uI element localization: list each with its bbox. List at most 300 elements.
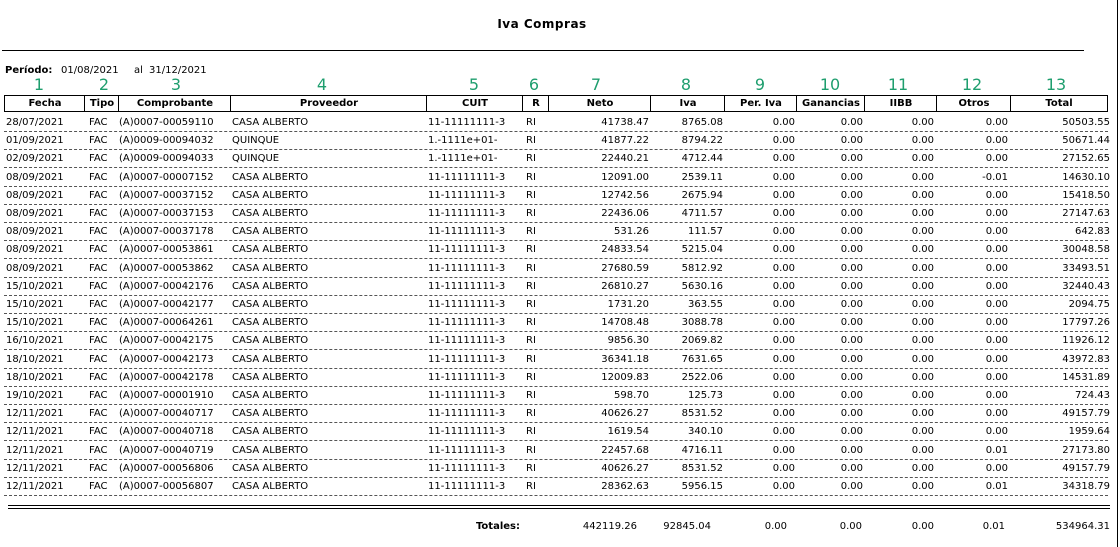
cell-iva: 363.55 — [688, 299, 723, 310]
cell-proveedor: CASA ALBERTO — [232, 299, 309, 310]
cell-comprobante: (A)0007-00040717 — [119, 408, 214, 419]
column-number-comprobante: 3 — [170, 75, 182, 94]
cell-otros: 0.00 — [985, 153, 1008, 164]
cell-otros: 0.00 — [985, 426, 1008, 437]
cell-proveedor: CASA ALBERTO — [232, 244, 309, 255]
cell-cuit: 1.-1111e+01- — [428, 135, 498, 146]
cell-comprobante: (A)0007-00053861 — [119, 244, 214, 255]
cell-total: 49157.79 — [1062, 463, 1110, 474]
cell-total: 27173.80 — [1062, 445, 1110, 456]
cell-proveedor: CASA ALBERTO — [232, 408, 309, 419]
header-cuit: CUIT — [426, 95, 523, 112]
header-comprobante: Comprobante — [118, 95, 231, 112]
cell-iva: 4712.44 — [681, 153, 723, 164]
cell-otros: 0.00 — [985, 299, 1008, 310]
cell-cuit: 1.-1111e+01- — [428, 153, 498, 164]
cell-proveedor: QUINQUE — [232, 135, 280, 146]
column-number-tipo: 2 — [98, 75, 110, 94]
cell-ganancias: 0.00 — [840, 263, 863, 274]
cell-proveedor: CASA ALBERTO — [232, 226, 309, 237]
cell-cuit: 11-11111111-3 — [428, 317, 506, 328]
column-number-proveedor: 4 — [316, 75, 328, 94]
table-row — [4, 296, 1108, 314]
cell-fecha: 08/09/2021 — [6, 263, 64, 274]
cell-per-iva: 0.00 — [772, 317, 795, 328]
cell-cuit: 11-11111111-3 — [428, 226, 506, 237]
cell-total: 32440.43 — [1062, 281, 1110, 292]
cell-iibb: 0.00 — [911, 481, 934, 492]
cell-otros: 0.00 — [985, 408, 1008, 419]
cell-per-iva: 0.00 — [772, 481, 795, 492]
cell-cuit: 11-11111111-3 — [428, 463, 506, 474]
cell-tipo: FAC — [89, 390, 108, 401]
cell-comprobante: (A)0007-00064261 — [119, 317, 214, 328]
cell-r: RI — [526, 226, 536, 237]
cell-per-iva: 0.00 — [772, 463, 795, 474]
cell-tipo: FAC — [89, 317, 108, 328]
total-ganancias: 0.00 — [839, 521, 862, 532]
cell-iibb: 0.00 — [911, 172, 934, 183]
cell-fecha: 01/09/2021 — [6, 135, 64, 146]
table-row — [4, 442, 1108, 460]
cell-proveedor: CASA ALBERTO — [232, 372, 309, 383]
cell-tipo: FAC — [89, 135, 108, 146]
total-neto: 442119.26 — [582, 521, 637, 532]
header-total: Total — [1010, 95, 1108, 112]
cell-total: 27152.65 — [1062, 153, 1110, 164]
cell-fecha: 15/10/2021 — [6, 317, 64, 328]
cell-ganancias: 0.00 — [840, 244, 863, 255]
cell-per-iva: 0.00 — [772, 208, 795, 219]
cell-iva: 5215.04 — [681, 244, 723, 255]
cell-ganancias: 0.00 — [840, 372, 863, 383]
table-row — [4, 150, 1108, 168]
cell-comprobante: (A)0007-00042175 — [119, 335, 214, 346]
cell-iibb: 0.00 — [911, 426, 934, 437]
cell-comprobante: (A)0007-00042178 — [119, 372, 214, 383]
cell-tipo: FAC — [89, 172, 108, 183]
cell-fecha: 12/11/2021 — [6, 408, 64, 419]
cell-otros: 0.00 — [985, 317, 1008, 328]
cell-iibb: 0.00 — [911, 463, 934, 474]
totals-divider-top — [8, 505, 1110, 506]
cell-iibb: 0.00 — [911, 445, 934, 456]
cell-otros: 0.00 — [985, 390, 1008, 401]
cell-otros: 0.01 — [985, 481, 1008, 492]
table-row — [4, 223, 1108, 241]
cell-fecha: 12/11/2021 — [6, 463, 64, 474]
cell-iibb: 0.00 — [911, 226, 934, 237]
cell-comprobante: (A)0007-00042177 — [119, 299, 214, 310]
cell-total: 34318.79 — [1062, 481, 1110, 492]
periodo-hasta: 31/12/2021 — [149, 65, 207, 76]
cell-neto: 531.26 — [614, 226, 649, 237]
cell-iva: 7631.65 — [681, 354, 723, 365]
cell-total: 33493.51 — [1062, 263, 1110, 274]
cell-r: RI — [526, 354, 536, 365]
cell-fecha: 08/09/2021 — [6, 190, 64, 201]
cell-total: 1959.64 — [1068, 426, 1110, 437]
cell-tipo: FAC — [89, 426, 108, 437]
cell-otros: 0.00 — [985, 335, 1008, 346]
total-iibb: 0.00 — [911, 521, 934, 532]
cell-ganancias: 0.00 — [840, 463, 863, 474]
table-row — [4, 460, 1108, 478]
cell-ganancias: 0.00 — [840, 354, 863, 365]
cell-tipo: FAC — [89, 445, 108, 456]
cell-cuit: 11-11111111-3 — [428, 263, 506, 274]
table-row — [4, 205, 1108, 223]
cell-iibb: 0.00 — [911, 263, 934, 274]
cell-total: 642.83 — [1075, 226, 1110, 237]
cell-otros: 0.00 — [985, 190, 1008, 201]
header-fecha: Fecha — [4, 95, 85, 112]
cell-cuit: 11-11111111-3 — [428, 190, 506, 201]
cell-ganancias: 0.00 — [840, 208, 863, 219]
cell-neto: 26810.27 — [601, 281, 649, 292]
cell-per-iva: 0.00 — [772, 408, 795, 419]
cell-cuit: 11-11111111-3 — [428, 445, 506, 456]
cell-ganancias: 0.00 — [840, 190, 863, 201]
report-title: Iva Compras — [497, 17, 587, 31]
cell-per-iva: 0.00 — [772, 426, 795, 437]
cell-iva: 2539.11 — [681, 172, 723, 183]
cell-neto: 12091.00 — [601, 172, 649, 183]
column-number-fecha: 1 — [33, 75, 45, 94]
right-border — [1117, 0, 1118, 547]
cell-fecha: 28/07/2021 — [6, 117, 64, 128]
cell-per-iva: 0.00 — [772, 335, 795, 346]
header-r: R — [522, 95, 549, 112]
cell-per-iva: 0.00 — [772, 281, 795, 292]
cell-otros: 0.00 — [985, 135, 1008, 146]
header-neto: Neto — [548, 95, 651, 112]
cell-proveedor: CASA ALBERTO — [232, 190, 309, 201]
cell-r: RI — [526, 426, 536, 437]
cell-otros: 0.00 — [985, 226, 1008, 237]
cell-neto: 28362.63 — [601, 481, 649, 492]
cell-per-iva: 0.00 — [772, 445, 795, 456]
cell-otros: 0.00 — [985, 263, 1008, 274]
cell-ganancias: 0.00 — [840, 135, 863, 146]
cell-comprobante: (A)0007-00042176 — [119, 281, 214, 292]
cell-tipo: FAC — [89, 335, 108, 346]
cell-iva: 8531.52 — [681, 463, 723, 474]
cell-tipo: FAC — [89, 481, 108, 492]
cell-comprobante: (A)0007-00056806 — [119, 463, 214, 474]
cell-neto: 12742.56 — [601, 190, 649, 201]
cell-total: 50503.55 — [1062, 117, 1110, 128]
cell-tipo: FAC — [89, 281, 108, 292]
header-tipo: Tipo — [84, 95, 119, 112]
cell-otros: 0.00 — [985, 208, 1008, 219]
cell-r: RI — [526, 153, 536, 164]
cell-neto: 1731.20 — [607, 299, 649, 310]
cell-iibb: 0.00 — [911, 335, 934, 346]
cell-per-iva: 0.00 — [772, 354, 795, 365]
cell-comprobante: (A)0007-00042173 — [119, 354, 214, 365]
cell-tipo: FAC — [89, 226, 108, 237]
cell-ganancias: 0.00 — [840, 426, 863, 437]
cell-per-iva: 0.00 — [772, 190, 795, 201]
periodo-desde: 01/08/2021 — [61, 65, 119, 76]
total-per-iva: 0.00 — [764, 521, 787, 532]
cell-r: RI — [526, 244, 536, 255]
cell-per-iva: 0.00 — [772, 263, 795, 274]
cell-comprobante: (A)0007-00007152 — [119, 172, 214, 183]
cell-neto: 14708.48 — [601, 317, 649, 328]
cell-proveedor: CASA ALBERTO — [232, 317, 309, 328]
cell-neto: 9856.30 — [607, 335, 649, 346]
cell-otros: 0.00 — [985, 244, 1008, 255]
column-number-ganancias: 10 — [819, 75, 841, 94]
cell-cuit: 11-11111111-3 — [428, 117, 506, 128]
cell-proveedor: CASA ALBERTO — [232, 117, 309, 128]
header-ganancias: Ganancias — [796, 95, 865, 112]
cell-neto: 1619.54 — [607, 426, 649, 437]
cell-proveedor: QUINQUE — [232, 153, 280, 164]
cell-iva: 5630.16 — [681, 281, 723, 292]
cell-otros: 0.00 — [985, 372, 1008, 383]
cell-comprobante: (A)0007-00037178 — [119, 226, 214, 237]
cell-iva: 125.73 — [688, 390, 723, 401]
cell-proveedor: CASA ALBERTO — [232, 445, 309, 456]
cell-tipo: FAC — [89, 244, 108, 255]
table-row — [4, 478, 1108, 496]
cell-ganancias: 0.00 — [840, 335, 863, 346]
cell-total: 49157.79 — [1062, 408, 1110, 419]
cell-ganancias: 0.00 — [840, 226, 863, 237]
cell-per-iva: 0.00 — [772, 135, 795, 146]
cell-cuit: 11-11111111-3 — [428, 281, 506, 292]
column-number-per-iva: 9 — [754, 75, 766, 94]
cell-proveedor: CASA ALBERTO — [232, 263, 309, 274]
cell-total: 11926.12 — [1062, 335, 1110, 346]
table-row — [4, 260, 1108, 278]
table-row — [4, 369, 1108, 387]
cell-iibb: 0.00 — [911, 354, 934, 365]
total-iva: 92845.04 — [663, 521, 711, 532]
cell-iibb: 0.00 — [911, 190, 934, 201]
title-divider — [2, 50, 1084, 51]
cell-iva: 5812.92 — [681, 263, 723, 274]
cell-fecha: 19/10/2021 — [6, 390, 64, 401]
cell-iva: 5956.15 — [681, 481, 723, 492]
cell-otros: 0.01 — [985, 445, 1008, 456]
cell-iibb: 0.00 — [911, 135, 934, 146]
column-number-neto: 7 — [590, 75, 602, 94]
cell-proveedor: CASA ALBERTO — [232, 172, 309, 183]
periodo-label: Período: — [5, 65, 53, 76]
total-otros: 0.01 — [982, 521, 1005, 532]
cell-ganancias: 0.00 — [840, 172, 863, 183]
cell-neto: 27680.59 — [601, 263, 649, 274]
cell-comprobante: (A)0007-00040718 — [119, 426, 214, 437]
cell-per-iva: 0.00 — [772, 390, 795, 401]
header-per-iva: Per. Iva — [724, 95, 797, 112]
cell-ganancias: 0.00 — [840, 299, 863, 310]
cell-iva: 2675.94 — [681, 190, 723, 201]
cell-iva: 4711.57 — [681, 208, 723, 219]
cell-ganancias: 0.00 — [840, 153, 863, 164]
cell-r: RI — [526, 317, 536, 328]
cell-proveedor: CASA ALBERTO — [232, 390, 309, 401]
cell-tipo: FAC — [89, 190, 108, 201]
cell-fecha: 18/10/2021 — [6, 372, 64, 383]
cell-tipo: FAC — [89, 153, 108, 164]
cell-tipo: FAC — [89, 354, 108, 365]
cell-total: 27147.63 — [1062, 208, 1110, 219]
cell-proveedor: CASA ALBERTO — [232, 281, 309, 292]
cell-r: RI — [526, 208, 536, 219]
column-number-iibb: 11 — [887, 75, 909, 94]
cell-fecha: 18/10/2021 — [6, 354, 64, 365]
cell-iva: 8765.08 — [681, 117, 723, 128]
cell-cuit: 11-11111111-3 — [428, 244, 506, 255]
cell-total: 14531.89 — [1062, 372, 1110, 383]
table-row — [4, 114, 1108, 132]
cell-iibb: 0.00 — [911, 281, 934, 292]
cell-total: 17797.26 — [1062, 317, 1110, 328]
cell-ganancias: 0.00 — [840, 317, 863, 328]
cell-proveedor: CASA ALBERTO — [232, 426, 309, 437]
total-total: 534964.31 — [1055, 521, 1110, 532]
table-row — [4, 169, 1108, 187]
table-row — [4, 351, 1108, 369]
cell-cuit: 11-11111111-3 — [428, 172, 506, 183]
cell-otros: 0.00 — [985, 281, 1008, 292]
column-number-total: 13 — [1045, 75, 1067, 94]
cell-proveedor: CASA ALBERTO — [232, 335, 309, 346]
cell-r: RI — [526, 299, 536, 310]
cell-neto: 40626.27 — [601, 463, 649, 474]
cell-iibb: 0.00 — [911, 244, 934, 255]
cell-iibb: 0.00 — [911, 299, 934, 310]
cell-cuit: 11-11111111-3 — [428, 426, 506, 437]
cell-r: RI — [526, 281, 536, 292]
table-row — [4, 187, 1108, 205]
column-number-cuit: 5 — [468, 75, 480, 94]
cell-total: 2094.75 — [1068, 299, 1110, 310]
cell-total: 50671.44 — [1062, 135, 1110, 146]
table-row — [4, 241, 1108, 259]
cell-r: RI — [526, 135, 536, 146]
cell-per-iva: 0.00 — [772, 226, 795, 237]
cell-cuit: 11-11111111-3 — [428, 372, 506, 383]
cell-iibb: 0.00 — [911, 117, 934, 128]
cell-tipo: FAC — [89, 263, 108, 274]
cell-cuit: 11-11111111-3 — [428, 208, 506, 219]
table-row — [4, 332, 1108, 350]
cell-otros: 0.00 — [985, 463, 1008, 474]
cell-r: RI — [526, 390, 536, 401]
cell-otros: -0.01 — [982, 172, 1008, 183]
cell-comprobante: (A)0007-00053862 — [119, 263, 214, 274]
cell-cuit: 11-11111111-3 — [428, 299, 506, 310]
cell-r: RI — [526, 463, 536, 474]
cell-total: 724.43 — [1075, 390, 1110, 401]
cell-tipo: FAC — [89, 463, 108, 474]
cell-comprobante: (A)0007-00056807 — [119, 481, 214, 492]
table-row — [4, 132, 1108, 150]
cell-ganancias: 0.00 — [840, 408, 863, 419]
cell-cuit: 11-11111111-3 — [428, 408, 506, 419]
cell-fecha: 08/09/2021 — [6, 226, 64, 237]
cell-per-iva: 0.00 — [772, 153, 795, 164]
table-row — [4, 423, 1108, 441]
cell-ganancias: 0.00 — [840, 281, 863, 292]
cell-iibb: 0.00 — [911, 372, 934, 383]
cell-r: RI — [526, 335, 536, 346]
header-proveedor: Proveedor — [230, 95, 427, 112]
cell-comprobante: (A)0007-00037152 — [119, 190, 214, 201]
cell-comprobante: (A)0007-00040719 — [119, 445, 214, 456]
periodo-al: al — [134, 65, 143, 76]
cell-neto: 41877.22 — [601, 135, 649, 146]
cell-comprobante: (A)0007-00059110 — [119, 117, 214, 128]
cell-fecha: 12/11/2021 — [6, 445, 64, 456]
cell-otros: 0.00 — [985, 354, 1008, 365]
cell-ganancias: 0.00 — [840, 481, 863, 492]
cell-per-iva: 0.00 — [772, 244, 795, 255]
cell-fecha: 12/11/2021 — [6, 426, 64, 437]
cell-neto: 22436.06 — [601, 208, 649, 219]
cell-comprobante: (A)0007-00001910 — [119, 390, 214, 401]
cell-total: 15418.50 — [1062, 190, 1110, 201]
cell-tipo: FAC — [89, 117, 108, 128]
cell-tipo: FAC — [89, 408, 108, 419]
cell-iva: 4716.11 — [681, 445, 723, 456]
cell-total: 30048.58 — [1062, 244, 1110, 255]
cell-ganancias: 0.00 — [840, 445, 863, 456]
cell-iibb: 0.00 — [911, 208, 934, 219]
cell-per-iva: 0.00 — [772, 299, 795, 310]
cell-comprobante: (A)0009-00094032 — [119, 135, 214, 146]
cell-iibb: 0.00 — [911, 408, 934, 419]
cell-per-iva: 0.00 — [772, 172, 795, 183]
cell-proveedor: CASA ALBERTO — [232, 463, 309, 474]
cell-tipo: FAC — [89, 372, 108, 383]
cell-total: 43972.83 — [1062, 354, 1110, 365]
cell-r: RI — [526, 408, 536, 419]
column-number-iva: 8 — [680, 75, 692, 94]
totals-label: Totales: — [475, 521, 520, 532]
cell-fecha: 08/09/2021 — [6, 244, 64, 255]
cell-neto: 12009.83 — [601, 372, 649, 383]
column-number-otros: 12 — [961, 75, 983, 94]
cell-fecha: 15/10/2021 — [6, 281, 64, 292]
cell-per-iva: 0.00 — [772, 372, 795, 383]
cell-fecha: 02/09/2021 — [6, 153, 64, 164]
cell-r: RI — [526, 481, 536, 492]
cell-fecha: 16/10/2021 — [6, 335, 64, 346]
header-iibb: IIBB — [864, 95, 937, 112]
cell-proveedor: CASA ALBERTO — [232, 481, 309, 492]
cell-r: RI — [526, 190, 536, 201]
cell-tipo: FAC — [89, 208, 108, 219]
cell-r: RI — [526, 172, 536, 183]
cell-ganancias: 0.00 — [840, 117, 863, 128]
cell-otros: 0.00 — [985, 117, 1008, 128]
table-row — [4, 278, 1108, 296]
cell-iva: 340.10 — [688, 426, 723, 437]
cell-neto: 40626.27 — [601, 408, 649, 419]
cell-proveedor: CASA ALBERTO — [232, 208, 309, 219]
cell-proveedor: CASA ALBERTO — [232, 354, 309, 365]
table-row — [4, 405, 1108, 423]
cell-neto: 24833.54 — [601, 244, 649, 255]
cell-r: RI — [526, 445, 536, 456]
